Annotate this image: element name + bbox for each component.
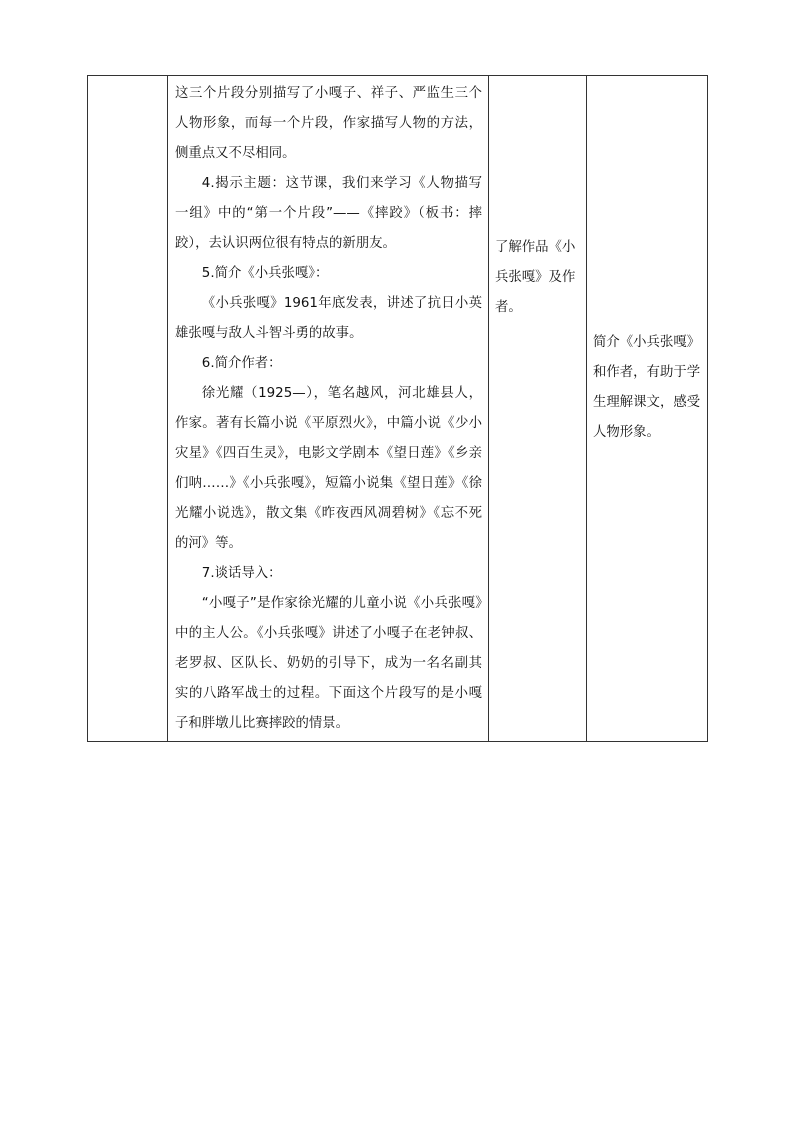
content-paragraph: 这三个片段分别描写了小嘎子、祥子、严监生三个人物形象，而每一个片段，作家描写人物的方法，侧重点又不尽相同。 [175, 86, 482, 161]
student-activity-cell [489, 76, 587, 742]
teaching-content-cell [168, 76, 489, 742]
stage-cell [88, 76, 168, 742]
content-paragraph: 4.揭示主题：这节课，我们来学习《人物描写一组》中的“第一个片段”——《摔跤》（板书：摔跤），去认识两位很有特点的新朋友。 [175, 176, 482, 251]
content-paragraph: 徐光耀（1925—），笔名越风，河北雄县人，作家。著有长篇小说《平原烈火》，中篇小说《少小灾星》《四百生灵》，电影文学剧本《望日莲》《乡亲们呐……》《小兵张嘎》，短篇小说集《望日莲》《徐光耀小说选》，散文集《昨夜西风凋碧树》《忘不死的河》等。 [175, 386, 482, 551]
content-paragraph: 5.简介《小兵张嘎》： [201, 266, 329, 281]
teaching-content [168, 76, 488, 741]
table-row [88, 76, 708, 742]
content-paragraph: “小嘎子”是作家徐光耀的儿童小说《小兵张嘎》中的主人公。《小兵张嘎》讲述了小嘎子在老钟叔、老罗叔、区队长、奶奶的引导下，成为一名名副其实的八路军战士的过程。下面这个片段写的是小嘎子和胖墩儿比赛摔跤的情景。 [175, 596, 482, 731]
content-paragraph: 6.简介作者： [201, 356, 282, 371]
lesson-plan-table [87, 75, 708, 742]
design-intent-text: 简介《小兵张嘎》和作者，有助于学生理解课文，感受人物形象。 [593, 335, 701, 440]
content-paragraph: 《小兵张嘎》1961年底发表，讲述了抗日小英雄张嘎与敌人斗智斗勇的故事。 [175, 296, 482, 341]
content-paragraph: 7.谈话导入： [201, 566, 282, 581]
student-activity-text: 了解作品《小兵张嘎》及作者。 [495, 240, 576, 315]
design-intent-cell [587, 76, 708, 742]
